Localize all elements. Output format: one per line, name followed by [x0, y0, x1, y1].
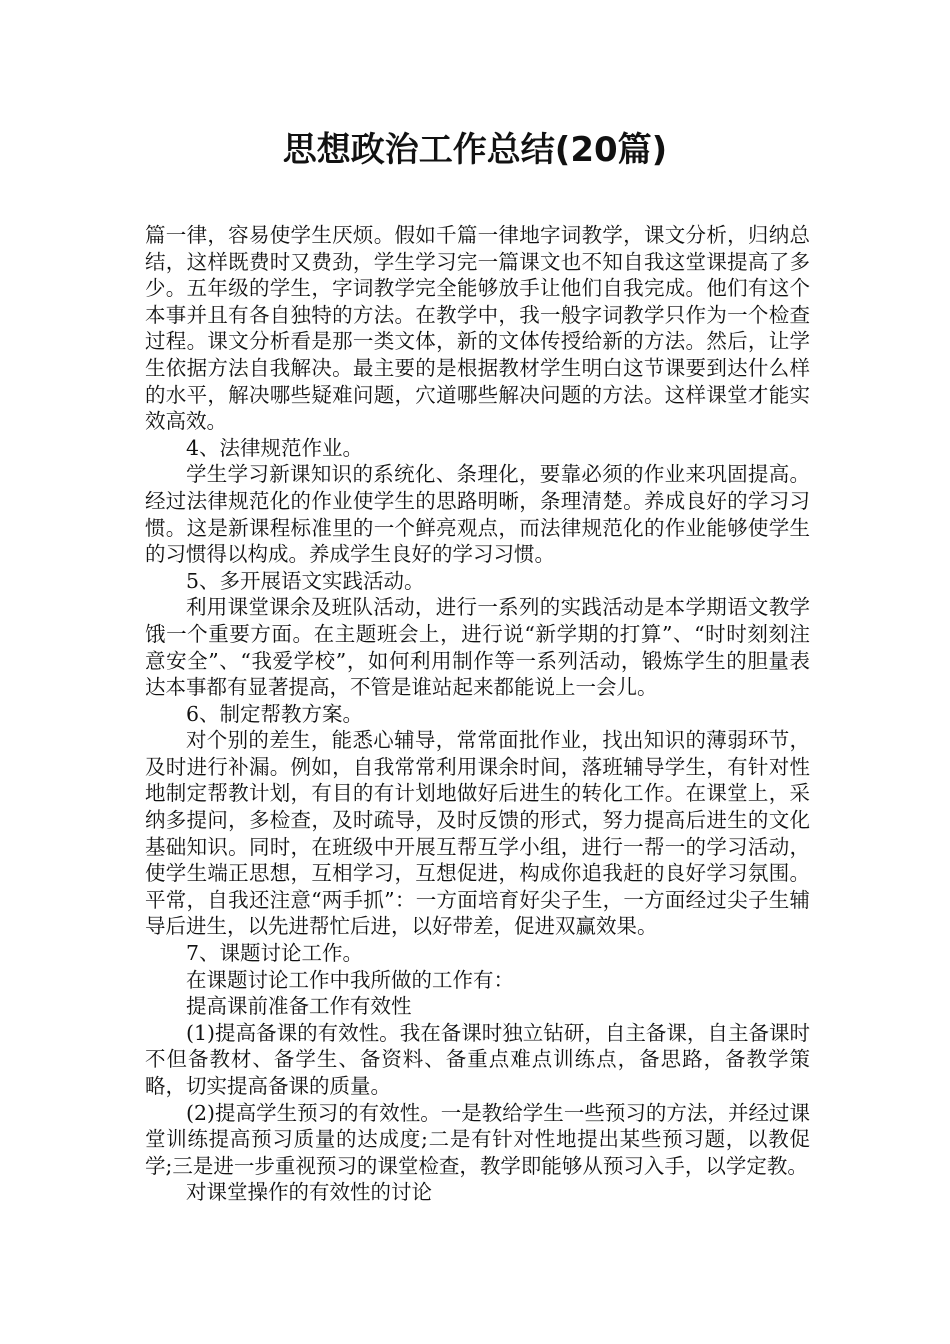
- paragraph: (1)提高备课的有效性。我在备课时独立钻研，自主备课，自主备课时不但备教材、备学生、备资料、备重点难点训练点，备思路，备教学策略，切实提高备课的质量。: [145, 1020, 810, 1098]
- paragraph: 对个别的差生，能悉心辅导，常常面批作业，找出知识的薄弱环节，及时进行补漏。例如，自我常常利用课余时间，落班辅导学生，有针对性地制定帮教计划，有目的有计划地做好后进生的转化工作。在课堂上，采纳多提问，多检查，及时疏导，及时反馈的形式，努力提高后进生的文化基础知识。同时，在班级中开展互帮互学小组，进行一帮一的学习活动，使学生端正思想，互相学习，互想促进，构成你追我赶的良好学习氛围。平常，自我还注意“两手抓”：一方面培育好尖子生，一方面经过尖子生辅导后进生，以先进帮忙后进，以好带差，促进双赢效果。: [145, 728, 810, 939]
- document-body: [145, 222, 810, 1206]
- sub-heading: 提高课前准备工作有效性: [186, 994, 412, 1019]
- paragraph: (2)提高学生预习的有效性。一是教给学生一些预习的方法，并经过课堂训练提高预习质量的达成度;二是有针对性地提出某些预习题，以教促学;三是进一步重视预习的课堂检查，教学即能够从预习入手，以学定教。: [145, 1100, 810, 1178]
- paragraph: 利用课堂课余及班队活动，进行一系列的实践活动是本学期语文教学饿一个重要方面。在主题班会上，进行说“新学期的打算”、“时时刻刻注意安全”、“我爱学校”，如何利用制作等一系列活动，锻炼学生的胆量表达本事都有显著提高，不管是谁站起来都能说上一会儿。: [145, 595, 810, 700]
- paragraph: 学生学习新课知识的系统化、条理化，要靠必须的作业来巩固提高。经过法律规范化的作业使学生的思路明晰，条理清楚。养成良好的学习习惯。这是新课程标准里的一个鲜亮观点，而法律规范化的作业能够使学生的习惯得以构成。养成学生良好的学习习惯。: [145, 462, 810, 567]
- paragraph: 在课题讨论工作中我所做的工作有：: [186, 967, 514, 992]
- section-heading: 5、多开展语文实践活动。: [186, 568, 425, 593]
- paragraph: 篇一律，容易使学生厌烦。假如千篇一律地字词教学，课文分析，归纳总结，这样既费时又费劲，学生学习完一篇课文也不知自我这堂课提高了多少。五年级的学生，字词教学完全能够放手让他们自我完成。他们有这个本事并且有各自独特的方法。在教学中，我一般字词教学只作为一个检查过程。课文分析看是那一类文体，新的文体传授给新的方法。然后，让学生依据方法自我解决。最主要的是根据教材学生明白这节课要到达什么样的水平，解决哪些疑难问题，穴道哪些解决问题的方法。这样课堂才能实效高效。: [145, 223, 810, 434]
- sub-heading: 对课堂操作的有效性的讨论: [186, 1180, 432, 1205]
- document-title: 思想政治工作总结(20篇): [282, 130, 668, 170]
- section-heading: 6、制定帮教方案。: [186, 701, 364, 726]
- section-heading: 4、法律规范作业。: [186, 435, 364, 460]
- section-heading: 7、课题讨论工作。: [186, 941, 364, 966]
